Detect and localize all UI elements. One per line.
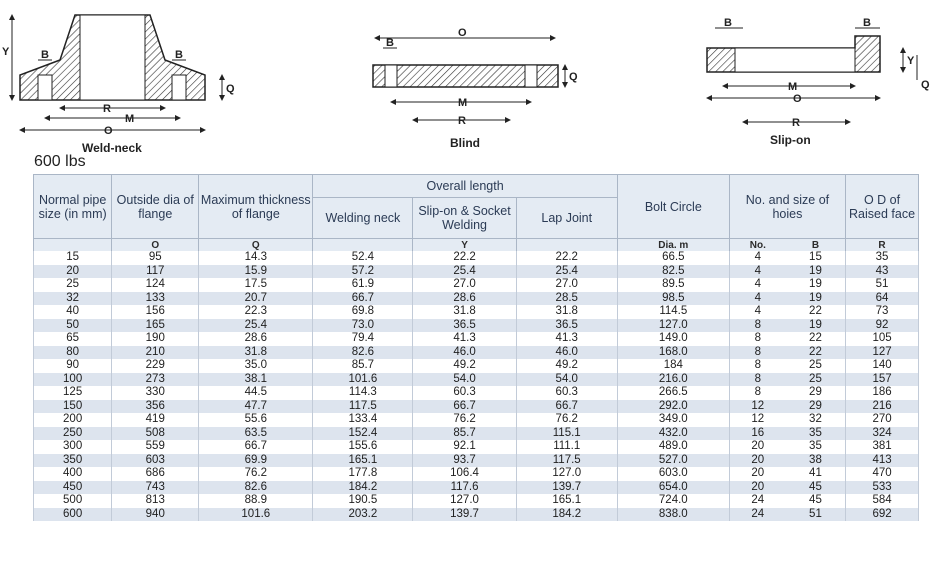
cell-welding-neck: 165.1 bbox=[313, 454, 413, 468]
header-welding-neck: Welding neck bbox=[313, 198, 413, 239]
header-max-thickness: Maximum thickness of flange bbox=[199, 175, 313, 239]
table-row bbox=[34, 319, 919, 333]
cell-max-thickness: 88.9 bbox=[199, 494, 313, 508]
cell-outside-dia: 940 bbox=[112, 508, 199, 522]
cell-bolt-circle: 127.0 bbox=[617, 319, 729, 333]
weld-neck-q-label: Q bbox=[226, 83, 235, 95]
cell-welding-neck: 152.4 bbox=[313, 427, 413, 441]
cell-holes-no: 8 bbox=[729, 319, 786, 333]
weld-neck-r-label: R bbox=[103, 103, 111, 115]
cell-welding-neck: 85.7 bbox=[313, 359, 413, 373]
symbol-pipe-size bbox=[34, 239, 112, 252]
table-row bbox=[34, 292, 919, 306]
cell-slip-on: 31.8 bbox=[413, 305, 516, 319]
cell-max-thickness: 25.4 bbox=[199, 319, 313, 333]
cell-welding-neck: 66.7 bbox=[313, 292, 413, 306]
cell-outside-dia: 559 bbox=[112, 440, 199, 454]
cell-outside-dia: 813 bbox=[112, 494, 199, 508]
cell-lap-joint: 76.2 bbox=[516, 413, 617, 427]
cell-welding-neck: 101.6 bbox=[313, 373, 413, 387]
cell-raised-face: 413 bbox=[846, 454, 919, 468]
slip-on-o-label: O bbox=[793, 93, 802, 105]
cell-pipe-size: 65 bbox=[34, 332, 112, 346]
cell-max-thickness: 20.7 bbox=[199, 292, 313, 306]
cell-slip-on: 117.6 bbox=[413, 481, 516, 495]
cell-outside-dia: 156 bbox=[112, 305, 199, 319]
cell-holes-no: 16 bbox=[729, 427, 786, 441]
header-pipe-size: Normal pipe size (in mm) bbox=[34, 175, 112, 239]
cell-bolt-circle: 654.0 bbox=[617, 481, 729, 495]
cell-bolt-circle: 724.0 bbox=[617, 494, 729, 508]
cell-slip-on: 66.7 bbox=[413, 400, 516, 414]
cell-lap-joint: 111.1 bbox=[516, 440, 617, 454]
table-row bbox=[34, 305, 919, 319]
cell-holes-size: 22 bbox=[786, 332, 846, 346]
cell-bolt-circle: 266.5 bbox=[617, 386, 729, 400]
pressure-class-label: 600 lbs bbox=[34, 153, 86, 170]
cell-pipe-size: 350 bbox=[34, 454, 112, 468]
cell-slip-on: 41.3 bbox=[413, 332, 516, 346]
cell-max-thickness: 47.7 bbox=[199, 400, 313, 414]
cell-lap-joint: 54.0 bbox=[516, 373, 617, 387]
slip-on-diagram bbox=[695, 0, 940, 140]
cell-max-thickness: 69.9 bbox=[199, 454, 313, 468]
cell-raised-face: 216 bbox=[846, 400, 919, 414]
cell-lap-joint: 28.5 bbox=[516, 292, 617, 306]
cell-raised-face: 324 bbox=[846, 427, 919, 441]
cell-max-thickness: 15.9 bbox=[199, 265, 313, 279]
cell-max-thickness: 38.1 bbox=[199, 373, 313, 387]
cell-outside-dia: 356 bbox=[112, 400, 199, 414]
header-raised-face: O D of Raised face bbox=[846, 175, 919, 239]
cell-slip-on: 22.2 bbox=[413, 251, 516, 265]
symbol-holes-no: No. bbox=[729, 239, 786, 252]
cell-welding-neck: 203.2 bbox=[313, 508, 413, 522]
slip-on-r-label: R bbox=[792, 117, 800, 129]
cell-holes-no: 8 bbox=[729, 386, 786, 400]
table-row bbox=[34, 440, 919, 454]
cell-lap-joint: 46.0 bbox=[516, 346, 617, 360]
table-body bbox=[34, 251, 919, 521]
cell-slip-on: 92.1 bbox=[413, 440, 516, 454]
cell-raised-face: 92 bbox=[846, 319, 919, 333]
cell-bolt-circle: 114.5 bbox=[617, 305, 729, 319]
table-row bbox=[34, 265, 919, 279]
cell-slip-on: 60.3 bbox=[413, 386, 516, 400]
table-row bbox=[34, 494, 919, 508]
cell-raised-face: 157 bbox=[846, 373, 919, 387]
table-row bbox=[34, 373, 919, 387]
cell-pipe-size: 250 bbox=[34, 427, 112, 441]
cell-raised-face: 381 bbox=[846, 440, 919, 454]
cell-pipe-size: 50 bbox=[34, 319, 112, 333]
cell-holes-no: 24 bbox=[729, 508, 786, 522]
cell-holes-size: 35 bbox=[786, 427, 846, 441]
cell-welding-neck: 69.8 bbox=[313, 305, 413, 319]
slip-on-y-label: Y bbox=[907, 55, 915, 67]
cell-lap-joint: 31.8 bbox=[516, 305, 617, 319]
cell-holes-no: 8 bbox=[729, 346, 786, 360]
weld-neck-b-right-label: B bbox=[175, 49, 183, 61]
cell-max-thickness: 35.0 bbox=[199, 359, 313, 373]
cell-lap-joint: 184.2 bbox=[516, 508, 617, 522]
cell-holes-size: 51 bbox=[786, 508, 846, 522]
cell-bolt-circle: 527.0 bbox=[617, 454, 729, 468]
cell-holes-size: 19 bbox=[786, 292, 846, 306]
cell-raised-face: 105 bbox=[846, 332, 919, 346]
cell-slip-on: 106.4 bbox=[413, 467, 516, 481]
header-overall-length: Overall length bbox=[313, 175, 617, 198]
cell-welding-neck: 117.5 bbox=[313, 400, 413, 414]
weld-neck-caption: Weld-neck bbox=[82, 141, 142, 155]
cell-holes-size: 45 bbox=[786, 481, 846, 495]
cell-slip-on: 93.7 bbox=[413, 454, 516, 468]
cell-slip-on: 76.2 bbox=[413, 413, 516, 427]
cell-bolt-circle: 292.0 bbox=[617, 400, 729, 414]
cell-raised-face: 270 bbox=[846, 413, 919, 427]
cell-outside-dia: 686 bbox=[112, 467, 199, 481]
header-holes: No. and size of hoies bbox=[729, 175, 845, 239]
table-row bbox=[34, 386, 919, 400]
slip-on-q-label: Q bbox=[921, 79, 930, 91]
cell-pipe-size: 25 bbox=[34, 278, 112, 292]
cell-bolt-circle: 66.5 bbox=[617, 251, 729, 265]
cell-holes-size: 19 bbox=[786, 265, 846, 279]
cell-slip-on: 46.0 bbox=[413, 346, 516, 360]
cell-raised-face: 186 bbox=[846, 386, 919, 400]
cell-raised-face: 584 bbox=[846, 494, 919, 508]
cell-max-thickness: 66.7 bbox=[199, 440, 313, 454]
cell-raised-face: 470 bbox=[846, 467, 919, 481]
cell-outside-dia: 117 bbox=[112, 265, 199, 279]
cell-raised-face: 533 bbox=[846, 481, 919, 495]
cell-slip-on: 28.6 bbox=[413, 292, 516, 306]
cell-raised-face: 51 bbox=[846, 278, 919, 292]
cell-lap-joint: 36.5 bbox=[516, 319, 617, 333]
cell-outside-dia: 330 bbox=[112, 386, 199, 400]
cell-holes-size: 19 bbox=[786, 319, 846, 333]
cell-holes-size: 19 bbox=[786, 278, 846, 292]
table-row bbox=[34, 359, 919, 373]
cell-pipe-size: 400 bbox=[34, 467, 112, 481]
cell-slip-on: 25.4 bbox=[413, 265, 516, 279]
cell-holes-size: 22 bbox=[786, 305, 846, 319]
cell-holes-no: 12 bbox=[729, 400, 786, 414]
cell-welding-neck: 57.2 bbox=[313, 265, 413, 279]
table-row bbox=[34, 332, 919, 346]
cell-pipe-size: 90 bbox=[34, 359, 112, 373]
cell-max-thickness: 28.6 bbox=[199, 332, 313, 346]
cell-slip-on: 85.7 bbox=[413, 427, 516, 441]
symbol-bolt-circle: Dia. m bbox=[617, 239, 729, 252]
cell-pipe-size: 15 bbox=[34, 251, 112, 265]
cell-max-thickness: 14.3 bbox=[199, 251, 313, 265]
cell-lap-joint: 117.5 bbox=[516, 454, 617, 468]
cell-raised-face: 64 bbox=[846, 292, 919, 306]
cell-welding-neck: 155.6 bbox=[313, 440, 413, 454]
cell-holes-no: 8 bbox=[729, 359, 786, 373]
cell-slip-on: 27.0 bbox=[413, 278, 516, 292]
cell-holes-no: 20 bbox=[729, 440, 786, 454]
table-row bbox=[34, 427, 919, 441]
flange-dimension-table bbox=[33, 174, 919, 521]
cell-holes-size: 15 bbox=[786, 251, 846, 265]
cell-lap-joint: 115.1 bbox=[516, 427, 617, 441]
cell-holes-no: 8 bbox=[729, 373, 786, 387]
cell-bolt-circle: 168.0 bbox=[617, 346, 729, 360]
cell-raised-face: 35 bbox=[846, 251, 919, 265]
cell-lap-joint: 41.3 bbox=[516, 332, 617, 346]
cell-lap-joint: 27.0 bbox=[516, 278, 617, 292]
cell-holes-size: 35 bbox=[786, 440, 846, 454]
cell-lap-joint: 60.3 bbox=[516, 386, 617, 400]
cell-bolt-circle: 216.0 bbox=[617, 373, 729, 387]
cell-holes-size: 38 bbox=[786, 454, 846, 468]
cell-pipe-size: 200 bbox=[34, 413, 112, 427]
cell-welding-neck: 52.4 bbox=[313, 251, 413, 265]
cell-pipe-size: 32 bbox=[34, 292, 112, 306]
cell-raised-face: 127 bbox=[846, 346, 919, 360]
cell-outside-dia: 603 bbox=[112, 454, 199, 468]
cell-bolt-circle: 432.0 bbox=[617, 427, 729, 441]
table-row bbox=[34, 454, 919, 468]
cell-holes-size: 25 bbox=[786, 373, 846, 387]
cell-slip-on: 54.0 bbox=[413, 373, 516, 387]
cell-bolt-circle: 349.0 bbox=[617, 413, 729, 427]
cell-pipe-size: 300 bbox=[34, 440, 112, 454]
cell-raised-face: 140 bbox=[846, 359, 919, 373]
cell-outside-dia: 743 bbox=[112, 481, 199, 495]
slip-on-caption: Slip-on bbox=[770, 133, 811, 147]
cell-outside-dia: 229 bbox=[112, 359, 199, 373]
table-row bbox=[34, 278, 919, 292]
header-slip-on: Slip-on & Socket Welding bbox=[413, 198, 516, 239]
cell-max-thickness: 44.5 bbox=[199, 386, 313, 400]
cell-bolt-circle: 603.0 bbox=[617, 467, 729, 481]
cell-welding-neck: 114.3 bbox=[313, 386, 413, 400]
weld-neck-b-left-label: B bbox=[41, 49, 49, 61]
cell-holes-size: 25 bbox=[786, 359, 846, 373]
symbol-max-thickness: Q bbox=[199, 239, 313, 252]
cell-pipe-size: 80 bbox=[34, 346, 112, 360]
cell-holes-size: 29 bbox=[786, 386, 846, 400]
weld-neck-o-label: O bbox=[104, 125, 113, 137]
cell-pipe-size: 100 bbox=[34, 373, 112, 387]
cell-holes-size: 22 bbox=[786, 346, 846, 360]
cell-welding-neck: 177.8 bbox=[313, 467, 413, 481]
cell-pipe-size: 600 bbox=[34, 508, 112, 522]
cell-holes-size: 32 bbox=[786, 413, 846, 427]
cell-pipe-size: 125 bbox=[34, 386, 112, 400]
table-row bbox=[34, 346, 919, 360]
table-row bbox=[34, 413, 919, 427]
cell-lap-joint: 127.0 bbox=[516, 467, 617, 481]
slip-on-b-left-label: B bbox=[724, 17, 732, 29]
cell-outside-dia: 508 bbox=[112, 427, 199, 441]
cell-bolt-circle: 149.0 bbox=[617, 332, 729, 346]
cell-slip-on: 139.7 bbox=[413, 508, 516, 522]
cell-raised-face: 692 bbox=[846, 508, 919, 522]
cell-slip-on: 36.5 bbox=[413, 319, 516, 333]
cell-lap-joint: 25.4 bbox=[516, 265, 617, 279]
blind-m-label: M bbox=[458, 97, 468, 109]
cell-max-thickness: 17.5 bbox=[199, 278, 313, 292]
table-row bbox=[34, 251, 919, 265]
cell-raised-face: 43 bbox=[846, 265, 919, 279]
cell-bolt-circle: 489.0 bbox=[617, 440, 729, 454]
blind-caption: Blind bbox=[450, 136, 480, 150]
cell-max-thickness: 101.6 bbox=[199, 508, 313, 522]
cell-holes-no: 24 bbox=[729, 494, 786, 508]
cell-welding-neck: 82.6 bbox=[313, 346, 413, 360]
weld-neck-m-label: M bbox=[125, 113, 135, 125]
cell-welding-neck: 61.9 bbox=[313, 278, 413, 292]
cell-slip-on: 127.0 bbox=[413, 494, 516, 508]
cell-holes-size: 45 bbox=[786, 494, 846, 508]
cell-outside-dia: 165 bbox=[112, 319, 199, 333]
symbol-slip-on: Y bbox=[413, 239, 516, 252]
blind-o-label: O bbox=[458, 27, 467, 39]
cell-welding-neck: 133.4 bbox=[313, 413, 413, 427]
cell-outside-dia: 210 bbox=[112, 346, 199, 360]
cell-bolt-circle: 184 bbox=[617, 359, 729, 373]
cell-pipe-size: 20 bbox=[34, 265, 112, 279]
cell-outside-dia: 190 bbox=[112, 332, 199, 346]
cell-holes-no: 20 bbox=[729, 467, 786, 481]
cell-bolt-circle: 82.5 bbox=[617, 265, 729, 279]
slip-on-m-label: M bbox=[788, 81, 798, 93]
cell-outside-dia: 133 bbox=[112, 292, 199, 306]
cell-max-thickness: 55.6 bbox=[199, 413, 313, 427]
cell-bolt-circle: 838.0 bbox=[617, 508, 729, 522]
cell-holes-size: 41 bbox=[786, 467, 846, 481]
symbol-welding-neck bbox=[313, 239, 413, 252]
cell-lap-joint: 22.2 bbox=[516, 251, 617, 265]
cell-holes-no: 8 bbox=[729, 332, 786, 346]
symbol-holes-size: B bbox=[786, 239, 846, 252]
weld-neck-diagram bbox=[0, 0, 250, 155]
blind-r-label: R bbox=[458, 115, 466, 127]
blind-b-label: B bbox=[386, 37, 394, 49]
table-row bbox=[34, 467, 919, 481]
cell-slip-on: 49.2 bbox=[413, 359, 516, 373]
symbol-outside-dia: O bbox=[112, 239, 199, 252]
cell-pipe-size: 450 bbox=[34, 481, 112, 495]
cell-holes-no: 4 bbox=[729, 265, 786, 279]
cell-pipe-size: 500 bbox=[34, 494, 112, 508]
cell-lap-joint: 49.2 bbox=[516, 359, 617, 373]
cell-welding-neck: 73.0 bbox=[313, 319, 413, 333]
cell-outside-dia: 124 bbox=[112, 278, 199, 292]
cell-holes-no: 4 bbox=[729, 251, 786, 265]
cell-raised-face: 73 bbox=[846, 305, 919, 319]
cell-welding-neck: 184.2 bbox=[313, 481, 413, 495]
cell-max-thickness: 82.6 bbox=[199, 481, 313, 495]
cell-holes-no: 4 bbox=[729, 305, 786, 319]
slip-on-b-right-label: B bbox=[863, 17, 871, 29]
weld-neck-y-label: Y bbox=[2, 46, 10, 58]
cell-holes-no: 4 bbox=[729, 292, 786, 306]
blind-diagram bbox=[355, 0, 585, 135]
table-row bbox=[34, 400, 919, 414]
cell-max-thickness: 31.8 bbox=[199, 346, 313, 360]
header-outside-dia: Outside dia of flange bbox=[112, 175, 199, 239]
table-row bbox=[34, 508, 919, 522]
cell-holes-no: 20 bbox=[729, 454, 786, 468]
table-row bbox=[34, 481, 919, 495]
cell-outside-dia: 95 bbox=[112, 251, 199, 265]
cell-lap-joint: 165.1 bbox=[516, 494, 617, 508]
cell-holes-size: 29 bbox=[786, 400, 846, 414]
cell-holes-no: 20 bbox=[729, 481, 786, 495]
cell-bolt-circle: 89.5 bbox=[617, 278, 729, 292]
cell-outside-dia: 419 bbox=[112, 413, 199, 427]
cell-max-thickness: 76.2 bbox=[199, 467, 313, 481]
cell-welding-neck: 79.4 bbox=[313, 332, 413, 346]
header-bolt-circle: Bolt Circle bbox=[617, 175, 729, 239]
cell-pipe-size: 40 bbox=[34, 305, 112, 319]
cell-max-thickness: 63.5 bbox=[199, 427, 313, 441]
header-lap-joint: Lap Joint bbox=[516, 198, 617, 239]
cell-lap-joint: 66.7 bbox=[516, 400, 617, 414]
symbol-raised-face: R bbox=[846, 239, 919, 252]
cell-pipe-size: 150 bbox=[34, 400, 112, 414]
cell-outside-dia: 273 bbox=[112, 373, 199, 387]
blind-q-label: Q bbox=[569, 71, 578, 83]
cell-lap-joint: 139.7 bbox=[516, 481, 617, 495]
cell-holes-no: 4 bbox=[729, 278, 786, 292]
cell-welding-neck: 190.5 bbox=[313, 494, 413, 508]
cell-holes-no: 12 bbox=[729, 413, 786, 427]
cell-max-thickness: 22.3 bbox=[199, 305, 313, 319]
cell-bolt-circle: 98.5 bbox=[617, 292, 729, 306]
symbol-lap-joint bbox=[516, 239, 617, 252]
